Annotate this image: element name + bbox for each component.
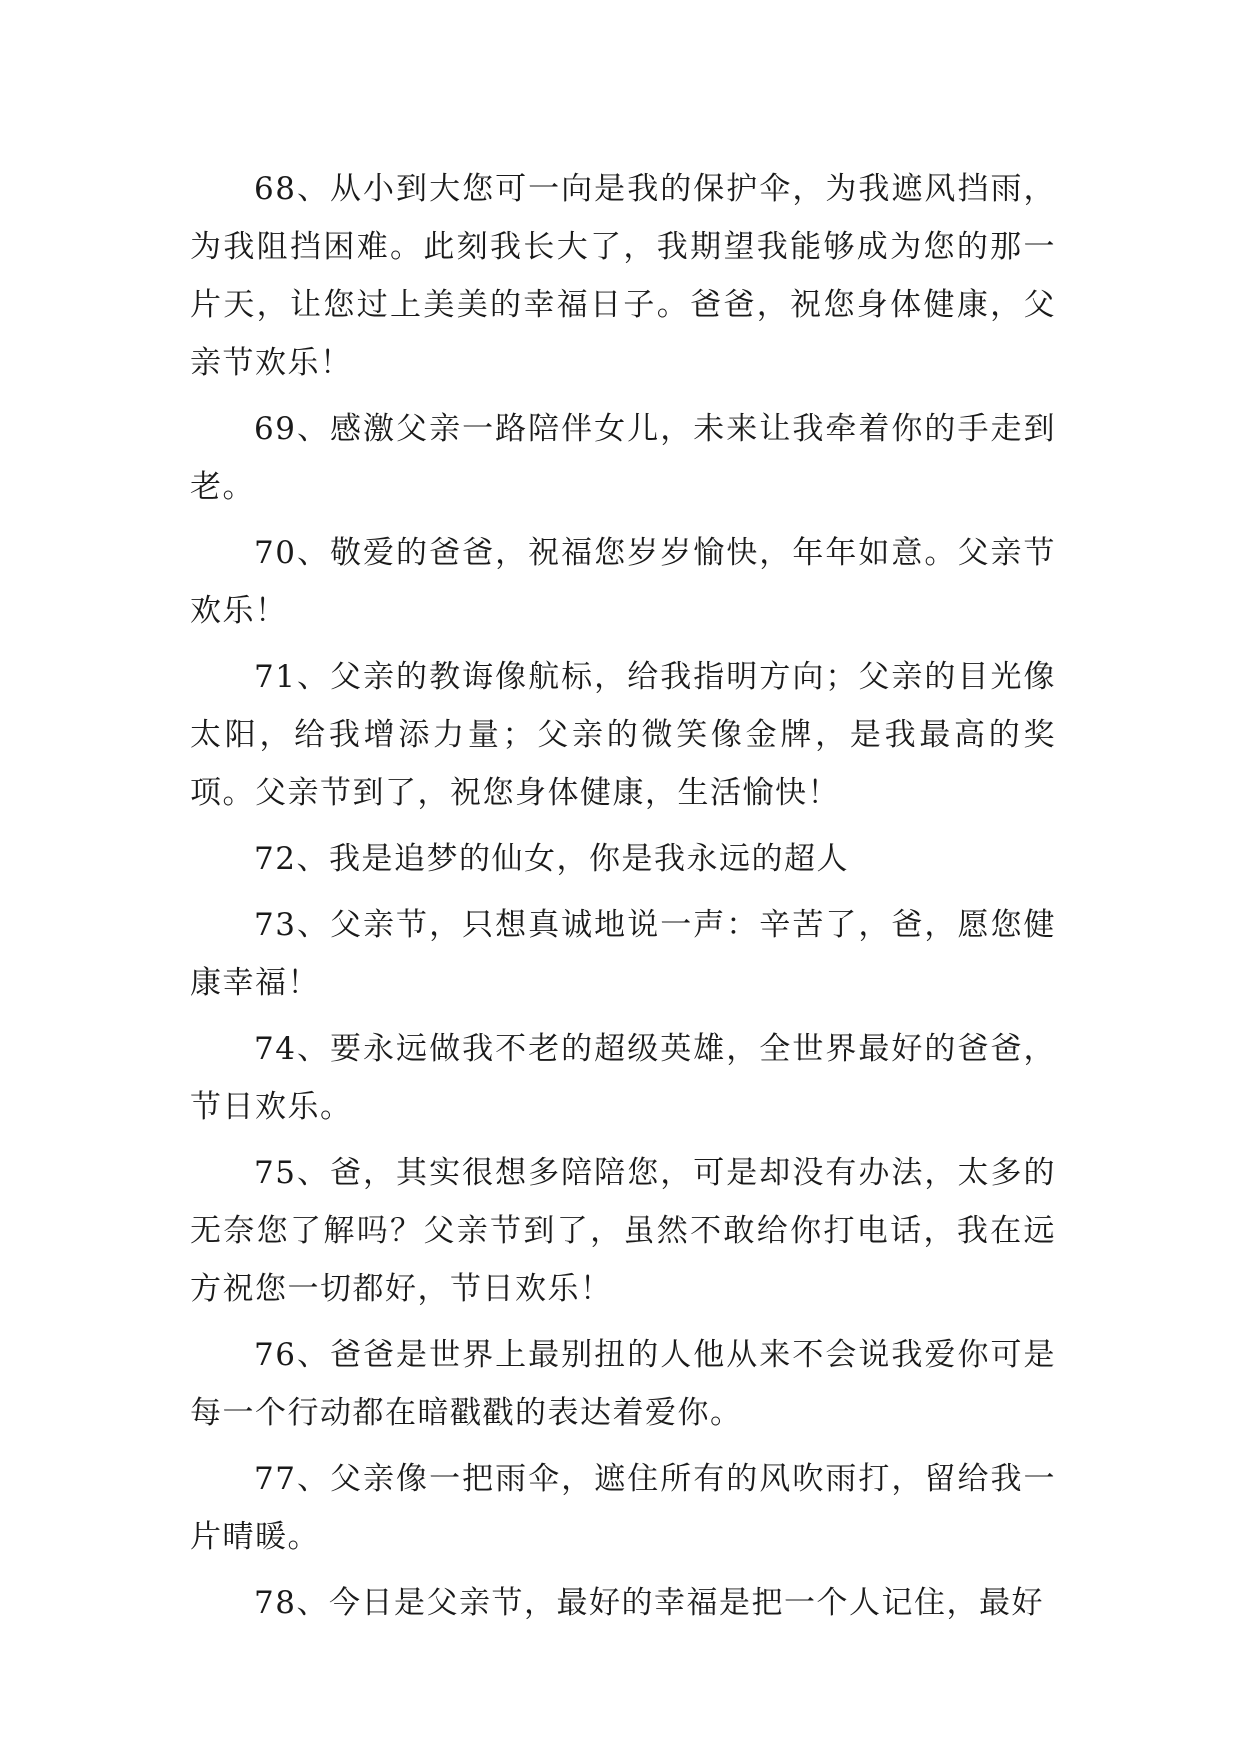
paragraph-74: 74、要永远做我不老的超级英雄，全世界最好的爸爸，节日欢乐。 xyxy=(190,1031,1056,1125)
paragraph-73: 73、父亲节，只想真诚地说一声：辛苦了，爸，愿您健康幸福！ xyxy=(190,907,1056,1001)
paragraph-77: 77、父亲像一把雨伞，遮住所有的风吹雨打，留给我一片晴暖。 xyxy=(190,1461,1056,1555)
paragraph-78: 78、今日是父亲节，最好的幸福是把一个人记住，最好 xyxy=(254,1585,1044,1621)
document-body xyxy=(190,160,1056,1640)
paragraph-70: 70、敬爱的爸爸，祝福您岁岁愉快，年年如意。父亲节欢乐！ xyxy=(190,535,1056,629)
paragraph-68: 68、从小到大您可一向是我的保护伞，为我遮风挡雨，为我阻挡困难。此刻我长大了，我期望我能够成为您的那一片天，让您过上美美的幸福日子。爸爸，祝您身体健康，父亲节欢乐！ xyxy=(190,171,1056,381)
paragraph-76: 76、爸爸是世界上最别扭的人他从来不会说我爱你可是每一个行动都在暗戳戳的表达着爱你。 xyxy=(190,1337,1056,1431)
paragraph-69: 69、感激父亲一路陪伴女儿，未来让我牵着你的手走到老。 xyxy=(190,411,1056,505)
paragraph-75: 75、爸，其实很想多陪陪您，可是却没有办法，太多的无奈您了解吗？父亲节到了，虽然不敢给你打电话，我在远方祝您一切都好，节日欢乐！ xyxy=(190,1155,1056,1307)
paragraph-71: 71、父亲的教诲像航标，给我指明方向；父亲的目光像太阳，给我增添力量；父亲的微笑像金牌，是我最高的奖项。父亲节到了，祝您身体健康，生活愉快！ xyxy=(190,659,1056,811)
paragraph-72: 72、我是追梦的仙女，你是我永远的超人 xyxy=(254,841,849,877)
